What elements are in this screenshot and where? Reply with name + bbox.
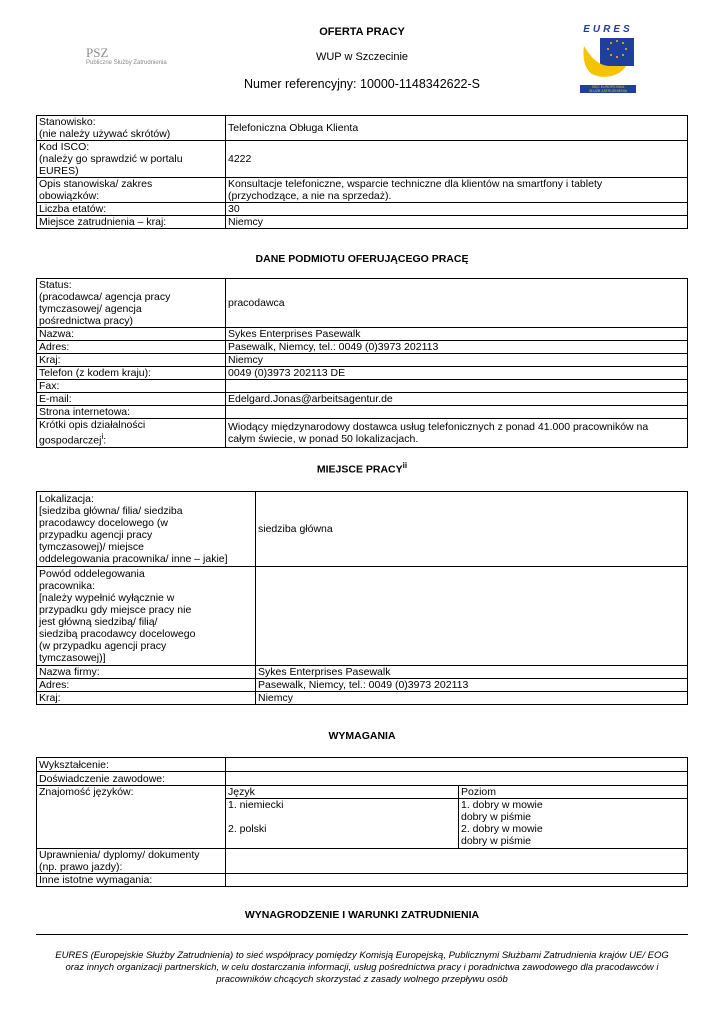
status-label: Status: (pracodawca/ agencja pracy tymczasowej/ agencja pośrednictwa pracy) (37, 279, 226, 328)
lokalizacja-label: Lokalizacja: [siedziba główna/ filia/ siedziba pracodawcy docelowego (w przypadku agencji pracy tymczasowej)/ miejsce oddelegowania pracownika/ inne – jakie] (37, 492, 256, 567)
eures-logo-text: EURES (583, 24, 633, 35)
opis-dzialalnosci-value: Wiodący międzynarodowy dostawca usług telefonicznych z ponad 41.000 pracowników na całym świecie, w ponad 50 lokalizacjach. (226, 419, 688, 448)
kraj-value: Niemcy (226, 354, 688, 367)
language-2: 2. polski (228, 823, 267, 835)
footnote-marker: i (101, 432, 104, 441)
fax-label: Fax: (37, 380, 226, 393)
table-row (37, 178, 688, 203)
page-title: OFERTA PRACY (319, 26, 405, 38)
table-row (37, 849, 688, 874)
opis-dzialalnosci-label-1: Krótki opis działalności (39, 419, 146, 431)
www-value (226, 406, 688, 419)
footnote-marker: ii (402, 461, 408, 470)
stanowisko-label: Stanowisko: (nie należy używać skrótów) (37, 116, 226, 141)
lokalizacja-value: siedziba główna (256, 492, 688, 567)
nazwa-firmy-label: Nazwa firmy: (37, 666, 256, 679)
table-row (37, 279, 688, 328)
job-table (36, 115, 688, 229)
language-1: 1. niemiecki (228, 799, 284, 811)
table-row (37, 692, 688, 705)
workplace-kraj-value: Niemcy (256, 692, 688, 705)
miejsce-zatrudnienia-label: Miejsce zatrudnienia – kraj: (37, 216, 226, 229)
uprawnienia-label: Uprawnienia/ dyplomy/ dokumenty (np. prawo jazdy): (37, 849, 226, 874)
email-value[interactable]: Edelgard.Jonas@arbeitsagentur.de (226, 393, 688, 406)
adres-label: Adres: (37, 341, 226, 354)
table-row (37, 367, 688, 380)
inne-wymagania-value (226, 874, 688, 887)
psz-logo-subtitle: Publiczne Służby Zatrudnienia (86, 60, 167, 66)
requirements-heading: WYMAGANIA (328, 730, 396, 742)
nazwa-value: Sykes Enterprises Pasewalk (226, 328, 688, 341)
requirements-table (36, 757, 688, 887)
jezyki-label: Znajomość języków: (37, 786, 226, 849)
doswiadczenie-value (226, 772, 688, 786)
nazwa-firmy-value: Sykes Enterprises Pasewalk (256, 666, 688, 679)
eures-logo (580, 24, 636, 94)
level-2: 2. dobry w mowie dobry w piśmie (461, 823, 543, 847)
fax-value (226, 380, 688, 393)
workplace-heading (0, 461, 724, 476)
opis-dzialalnosci-label-2: gospodarczej (39, 434, 102, 447)
table-row (37, 874, 688, 887)
table-row (37, 492, 688, 567)
workplace-heading-text: MIEJSCE PRACY (316, 463, 403, 476)
powod-oddelegowania-value (256, 567, 688, 666)
eures-sub-2: SŁUŻB ZATRUDNIENIA (589, 89, 627, 93)
office-name: WUP w Szczecinie (315, 51, 409, 63)
powod-oddelegowania-label: Powód oddelegowania pracownika: [należy wypełnić wyłącznie w przypadku gdy miejsce pracy nie jest główną siedzibą/ filią/ siedzibą pracodawcy docelowego (w przypadku agencji pracy tymczasowej)] (37, 567, 256, 666)
wyksztalcenie-label: Wykształcenie: (37, 758, 226, 772)
table-row (37, 406, 688, 419)
level-1: 1. dobry w mowie dobry w piśmie (461, 799, 543, 823)
jezyk-header: Język (226, 786, 459, 799)
workplace-adres-value: Pasewalk, Niemcy, tel.: 0049 (0)3973 202113 (256, 679, 688, 692)
isco-label: Kod ISCO: (należy go sprawdzić w portalu EURES) (37, 141, 226, 178)
table-row (37, 786, 688, 799)
table-row (37, 419, 688, 448)
footer-note: EURES (Europejskie Służby Zatrudnienia) to sieć współpracy pomiędzy Komisją Europejską, Publicznymi Służbami Zatrudnienia krajów UE/ EOG oraz innych organizacji partnerskich, w celu dostarczania informacji, usług pośrednictwa pracy i poradnictwa zawodowego dla pracodawców i pracowników chcących skorzystać z zasady wolnego przepływu osób (55, 950, 669, 985)
reference-number: Numer referencyjny: 10000-1148342622-S (243, 77, 481, 91)
opis-dzialalnosci-label-3: : (103, 434, 107, 447)
eures-logo-subtitle (580, 85, 636, 93)
table-row (37, 679, 688, 692)
psz-logo-text: PSZ (86, 45, 109, 60)
poziomy-list (459, 799, 688, 849)
doswiadczenie-label: Doświadczenie zawodowe: (37, 772, 226, 786)
table-row (37, 666, 688, 679)
miejsce-zatrudnienia-value: Niemcy (226, 216, 688, 229)
nazwa-label: Nazwa: (37, 328, 226, 341)
table-row (37, 354, 688, 367)
uprawnienia-value (226, 849, 688, 874)
table-row (37, 141, 688, 178)
employer-table (36, 278, 688, 448)
etaty-label: Liczba etatów: (37, 203, 226, 216)
telefon-value: 0049 (0)3973 202113 DE (226, 367, 688, 380)
telefon-label: Telefon (z kodem kraju): (37, 367, 226, 380)
table-row (37, 758, 688, 772)
table-row (37, 328, 688, 341)
etaty-value: 30 (226, 203, 688, 216)
eures-sub-1: SIEĆ EUROPEJSKA (591, 85, 625, 89)
table-row (37, 116, 688, 141)
workplace-table (36, 491, 688, 705)
workplace-adres-label: Adres: (37, 679, 256, 692)
footer-divider (36, 934, 688, 935)
jezyki-list (226, 799, 459, 849)
employer-heading: DANE PODMIOTU OFERUJĄCEGO PRACĘ (255, 253, 469, 265)
table-row (37, 772, 688, 786)
psz-logo (86, 46, 186, 72)
salary-heading: WYNAGRODZENIE I WARUNKI ZATRUDNIENIA (244, 909, 480, 921)
table-row (37, 393, 688, 406)
email-label: E-mail: (37, 393, 226, 406)
workplace-kraj-label: Kraj: (37, 692, 256, 705)
opis-dzialalnosci-label (37, 419, 226, 448)
isco-value: 4222 (226, 141, 688, 178)
eures-emblem-icon (580, 36, 636, 82)
poziom-header: Poziom (459, 786, 688, 799)
kraj-label: Kraj: (37, 354, 226, 367)
inne-wymagania-label: Inne istotne wymagania: (37, 874, 226, 887)
table-row (37, 216, 688, 229)
table-row (37, 203, 688, 216)
adres-value: Pasewalk, Niemcy, tel.: 0049 (0)3973 202113 (226, 341, 688, 354)
table-row (37, 380, 688, 393)
www-label: Strona internetowa: (37, 406, 226, 419)
opis-stanowiska-value: Konsultacje telefoniczne, wsparcie techniczne dla klientów na smartfony i tablety (przychodzące, a nie na sprzedaż). (226, 178, 688, 203)
opis-stanowiska-label: Opis stanowiska/ zakres obowiązków: (37, 178, 226, 203)
table-row (37, 341, 688, 354)
stanowisko-value: Telefoniczna Obługa Klienta (226, 116, 688, 141)
status-value: pracodawca (226, 279, 688, 328)
table-row (37, 567, 688, 666)
wyksztalcenie-value (226, 758, 688, 772)
